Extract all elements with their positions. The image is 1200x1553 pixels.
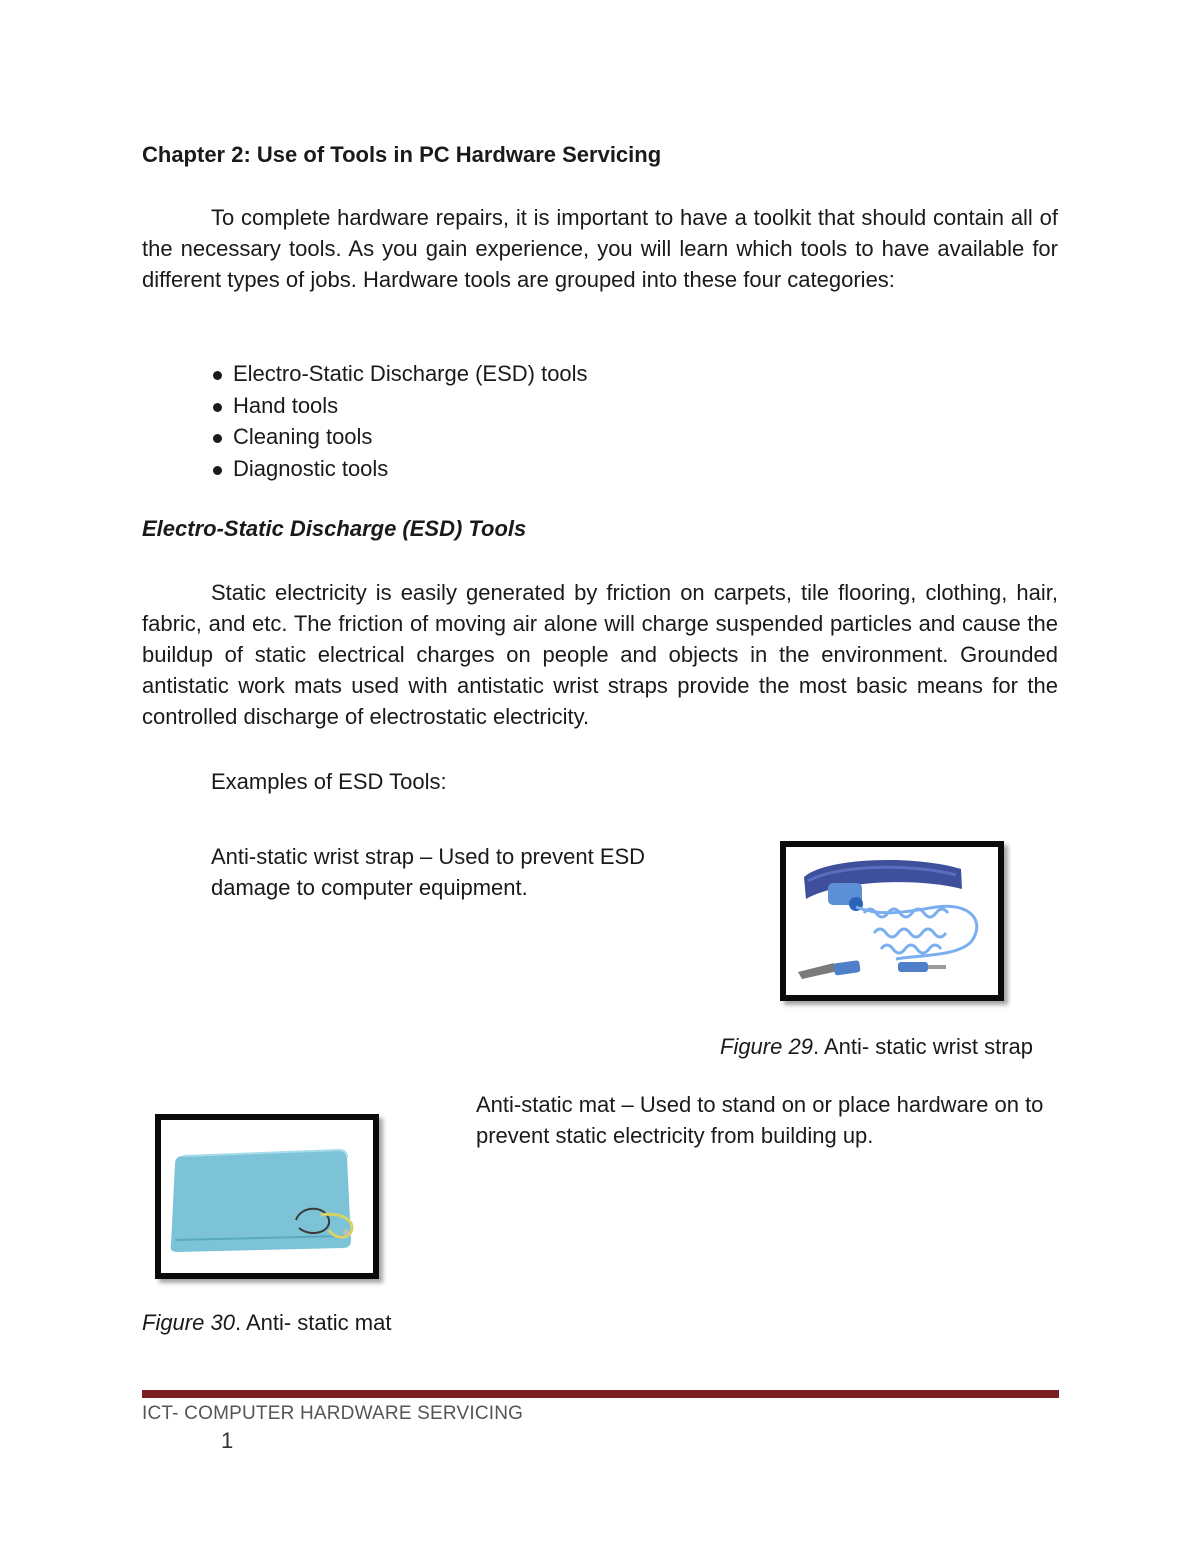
esd-section-heading: Electro-Static Discharge (ESD) Tools xyxy=(142,516,527,541)
page-number: 1 xyxy=(221,1428,234,1453)
figure-29-label: Figure 29 xyxy=(720,1034,813,1059)
wrist-strap-description: Anti-static wrist strap – Used to prevent ESD damage to computer equipment. xyxy=(211,844,646,900)
antistatic-mat-figure xyxy=(155,1114,379,1279)
list-item: Cleaning tools xyxy=(211,421,588,453)
intro-paragraph xyxy=(142,202,1058,295)
figure-29-text: . Anti- static wrist strap xyxy=(812,1034,1034,1059)
antistatic-mat-photo-icon xyxy=(161,1120,373,1273)
figure-29-caption xyxy=(720,1034,1033,1060)
esd-paragraph-text: Static electricity is easily generated by friction on carpets, tile flooring, clothing, hair, fabric, and etc. The friction of moving air alone will charge suspended particles and cause the buildup of static electrical charges on people and objects in the environment. Grounded antistatic work mats used with antistatic wrist straps provide the most basic means for the controlled discharge of electrostatic electricity. xyxy=(142,580,1058,729)
chapter-title: Chapter 2: Use of Tools in PC Hardware Servicing xyxy=(142,142,662,167)
examples-label: Examples of ESD Tools: xyxy=(211,769,447,794)
mat-description: Anti-static mat – Used to stand on or place hardware on to prevent static electricity from building up. xyxy=(476,1092,1044,1148)
category-list xyxy=(211,358,588,484)
wrist-strap-photo-icon xyxy=(786,847,998,995)
wrist-strap-figure xyxy=(780,841,1004,1001)
figure-30-text: . Anti- static mat xyxy=(234,1310,392,1335)
list-item: Electro-Static Discharge (ESD) tools xyxy=(211,358,588,390)
footer-divider xyxy=(142,1390,1059,1398)
list-item: Diagnostic tools xyxy=(211,453,588,485)
list-item: Hand tools xyxy=(211,390,588,422)
footer-label: ICT- COMPUTER HARDWARE SERVICING xyxy=(142,1403,524,1424)
figure-30-label: Figure 30 xyxy=(142,1310,235,1335)
esd-paragraph xyxy=(142,577,1058,732)
figure-30-caption xyxy=(142,1310,391,1336)
intro-paragraph-text: To complete hardware repairs, it is important to have a toolkit that should contain all of the necessary tools. As you gain experience, you will learn which tools to have available for different types of jobs. Hardware tools are grouped into these four categories: xyxy=(142,205,1058,292)
